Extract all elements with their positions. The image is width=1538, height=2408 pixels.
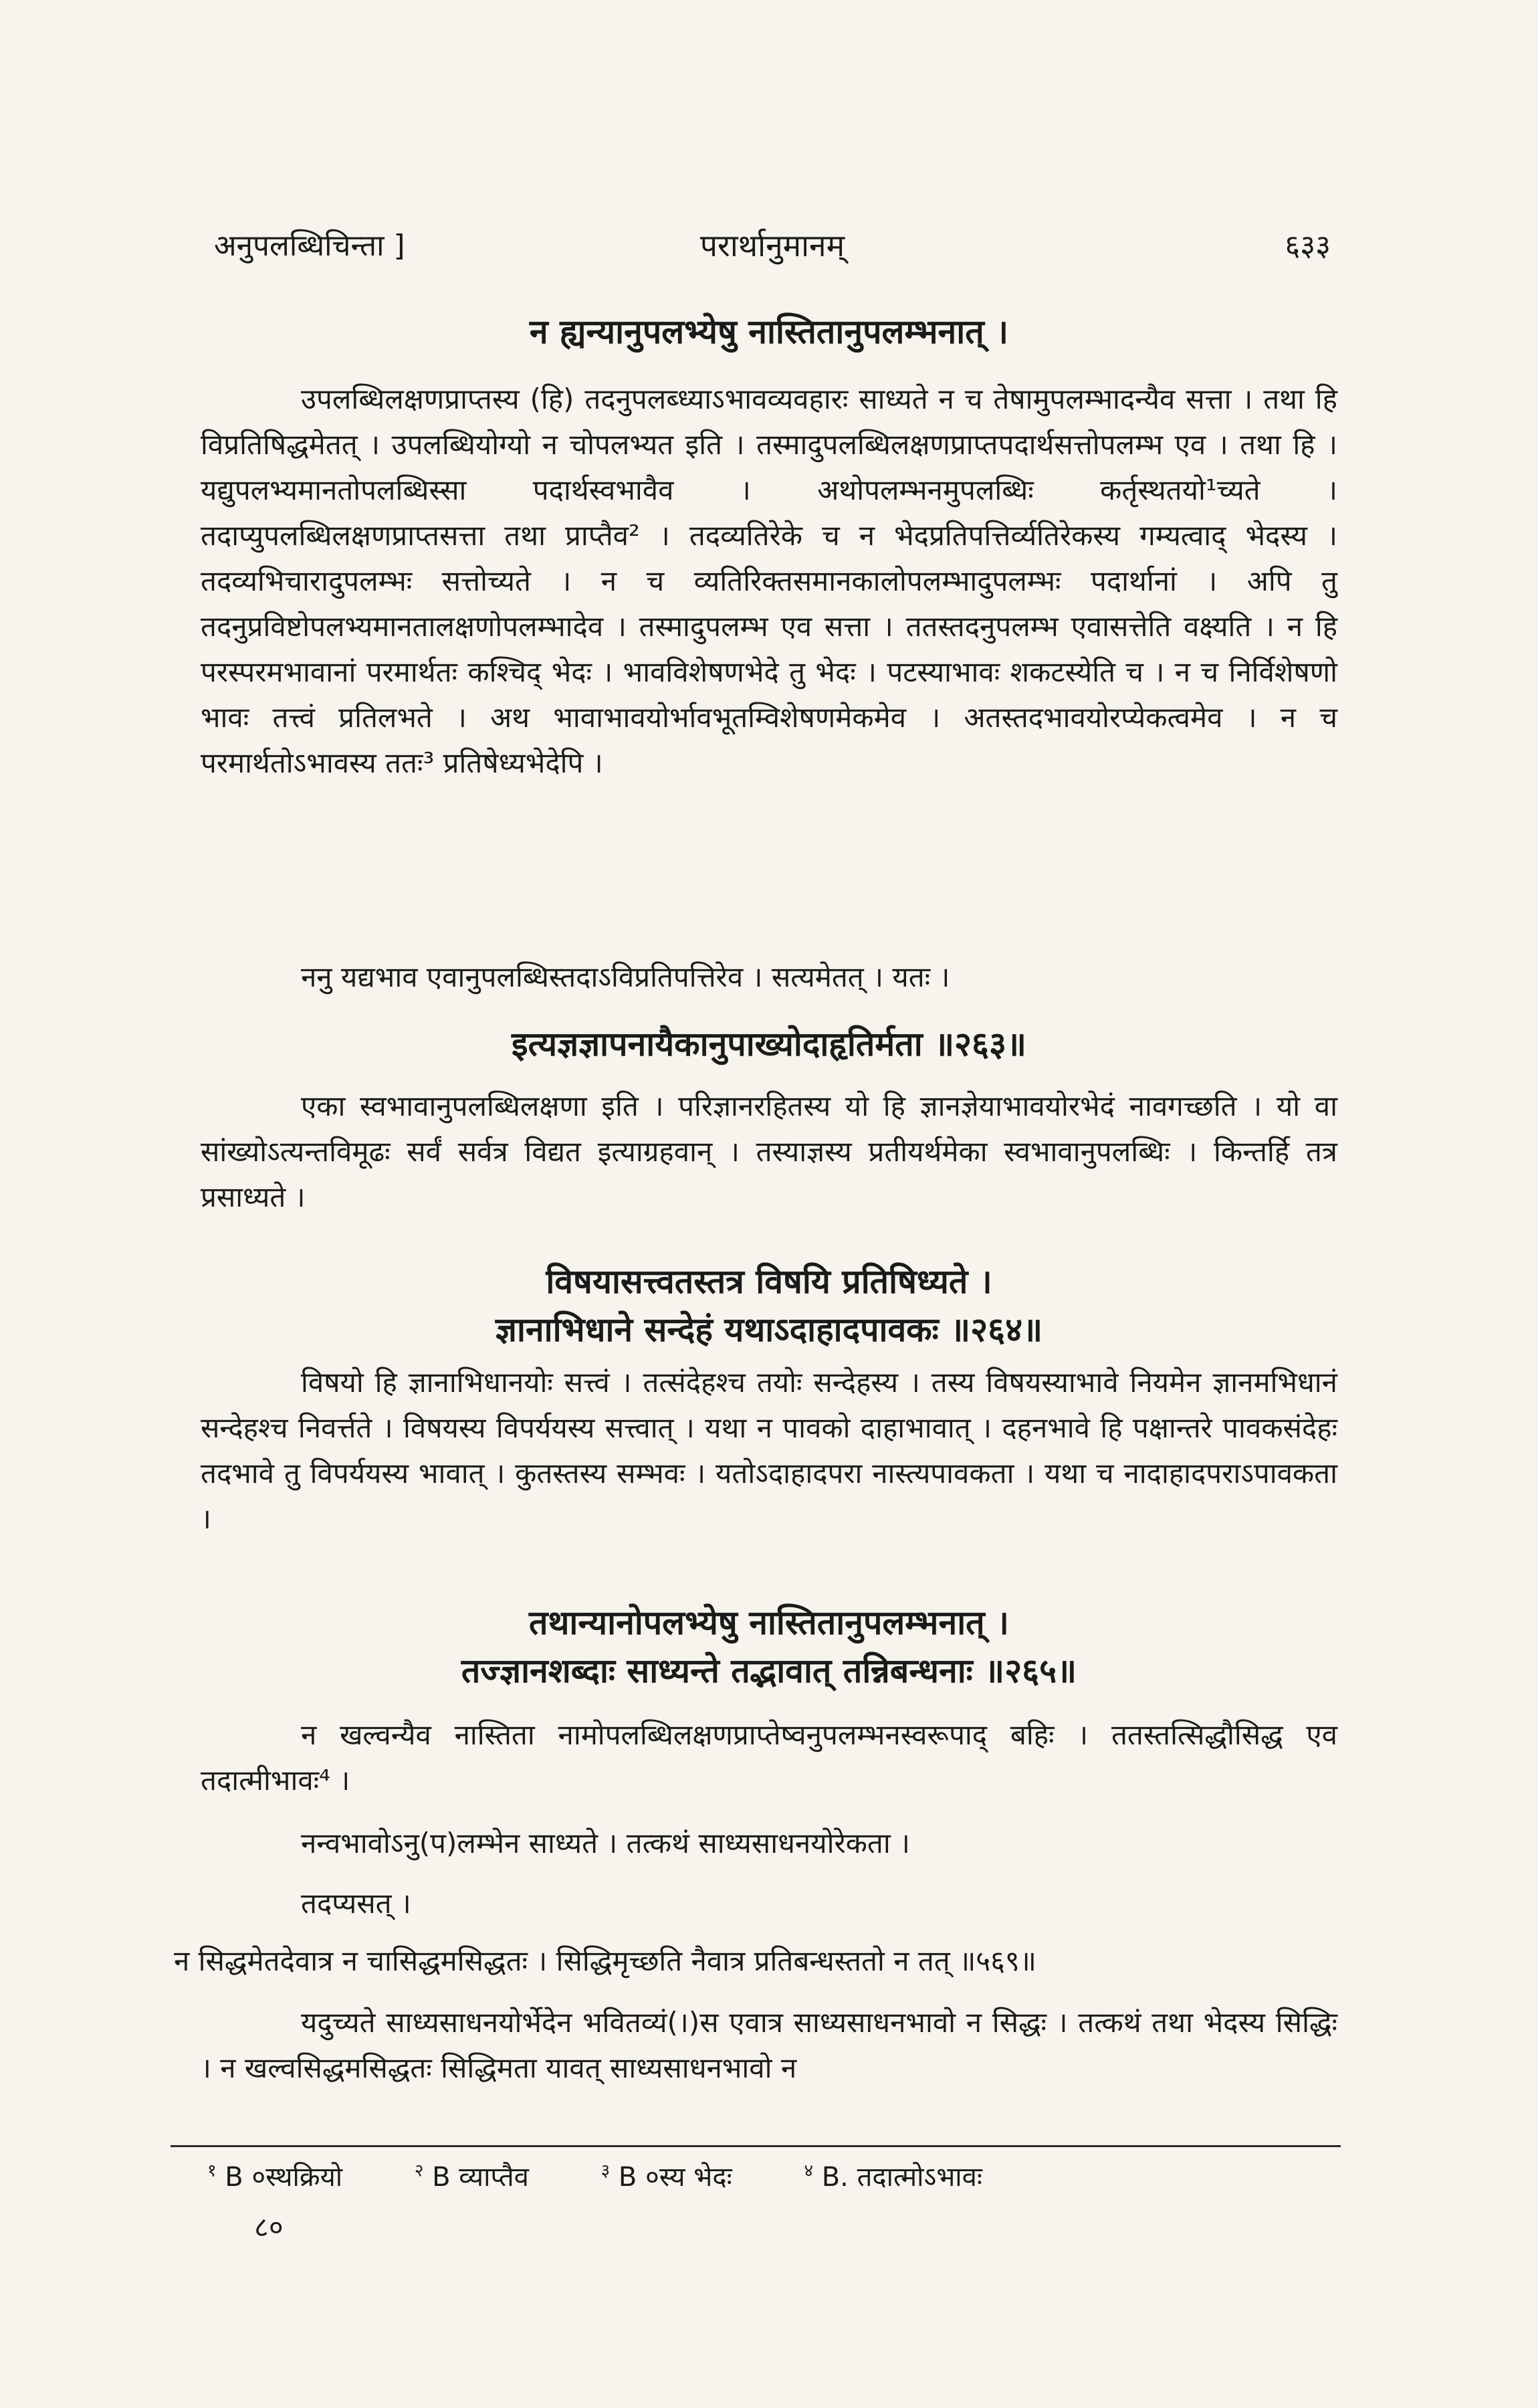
commentary-paragraph-3: विषयो हि ज्ञानाभिधानयोः सत्त्वं । तत्संदेहश्च तयोः सन्देहस्य । तस्य विषयस्याभावे नियमेन ज्ञानमभिधानं सन्देहश्च निवर्त्तते । विषयस्य विपर्ययस्य सत्त्वात् । यथा न पावको दाहाभावात् । दहनभावे हि पक्षान्तरे पावकसंदेहः तदभावे तु विपर्ययस्य भावात् । कुतस्तस्य सम्भवः । यतोऽदाहादपरा नास्त्यपावकता । यथा च नादाहादपराऽपावकता । xyxy=(201,1366,1337,1535)
footnote-text: B ०स्थक्रियो xyxy=(225,2162,343,2193)
footnote-marker: ४ xyxy=(804,2161,813,2181)
karika-569: न सिद्धमेतदेवात्र न चासिद्धमसिद्धतः । सिद्धिमृच्छति नैवात्र प्रतिबन्धस्ततो न तत् ॥५६९॥ xyxy=(174,1944,1036,1977)
verse-263 xyxy=(0,1020,1538,1066)
footnote-text: B ०स्य भेदः xyxy=(618,2162,732,2193)
footnote-marker: १ xyxy=(207,2161,217,2181)
verse-line: तथान्यानोपलभ्येषु नास्तितानुपलम्भनात् । xyxy=(528,1603,1009,1642)
verse-line: ज्ञानाभिधाने सन्देहं यथाऽदाहादपावकः ॥२६४॥ xyxy=(495,1310,1043,1349)
commentary-paragraph-1: उपलब्धिलक्षणप्राप्तस्य (हि) तदनुपलब्ध्याऽभावव्यवहारः साध्यते न च तेषामुपलम्भादन्यैव सत्ता । तथा हि विप्रतिषिद्धमेतत् । उपलब्धियोग्यो न चोपलभ्यत इति । तस्मादुपलब्धिलक्षणप्राप्तपदार्थसत्तोपलम्भ एव । तथा हि । यद्युपलभ्यमानतोपलब्धिस्सा पदार्थस्वभावैव । अथोपलम्भनमुपलब्धिः कर्तृस्थतयो¹च्यते । तदाप्युपलब्धिलक्षणप्राप्तसत्ता तथा प्राप्तैव² । तदव्यतिरेके च न भेदप्रतिपत्तिर्व्यतिरेकस्य गम्यत्वाद् भेदस्य । तदव्यभिचारादुपलम्भः सत्तोच्यते । न च व्यतिरिक्तसमानकालोपलम्भादुपलम्भः पदार्थानां । अपि तु तदनुप्रविष्टोपलभ्यमानतालक्षणोपलम्भादेव । तस्मादुपलम्भ एव सत्ता । ततस्तदनुपलम्भ एवासत्तेति वक्ष्यति । न हि परस्परमभावानां परमार्थतः कश्चिद् भेदः । भावविशेषणभेदे तु भेदः । पटस्याभावः शकटस्येति च । न च निर्विशेषणो भावः तत्त्वं प्रतिलभते । अथ भावाभावयोर्भावभूतम्विशेषणमेकमेव । अतस्तदभावयोरप्येकत्वमेव । न च परमार्थतोऽभावस्य ततः³ प्रतिषेध्यभेदेपि । xyxy=(201,383,1337,779)
chapter-title: अनुपलब्धिचिन्ता ] xyxy=(214,229,405,263)
footnote-3 xyxy=(601,2157,732,2194)
verse-265 xyxy=(0,1599,1538,1695)
footnote-1 xyxy=(207,2157,342,2194)
signature-mark: ८० xyxy=(254,2211,284,2243)
footnote-text: B व्याप्तैव xyxy=(432,2162,529,2193)
verse-line: इत्यज्ञज्ञापनायैकानुपाख्योदाहृतिर्मता ॥२६३॥ xyxy=(512,1025,1026,1064)
objection-line: नन्वभावोऽनु(प)लम्भेन साध्यते । तत्कथं साध्यसाधनयोरेकता । xyxy=(301,1827,910,1860)
reply-line: तदप्यसत् । xyxy=(301,1887,411,1920)
page-number: ६३३ xyxy=(1285,229,1331,263)
footnote-marker: ३ xyxy=(600,2161,611,2181)
verse-264 xyxy=(0,1258,1538,1354)
footnote-separator xyxy=(171,2145,1341,2147)
section-title: परार्थानुमानम् xyxy=(699,227,845,264)
footnote-marker: २ xyxy=(414,2161,424,2181)
commentary-paragraph-5: यदुच्यते साध्यसाधनयोर्भेदेन भवितव्यं(।)स एवात्र साध्यसाधनभावो न सिद्धः । तत्कथं तथा भेदस्य सिद्धिः । न खल्वसिद्धमसिद्धतः सिद्धिमता यावत् साध्यसाधनभावो न xyxy=(201,2006,1337,2084)
footnote-2 xyxy=(415,2157,529,2194)
verse-line: न ह्यन्यानुपलभ्येषु नास्तितानुपलम्भनात् । xyxy=(529,312,1009,351)
commentary-paragraph-2: एका स्वभावानुपलब्धिलक्षणा इति । परिज्ञानरहितस्य यो हि ज्ञानज्ञेयाभावयोरभेदं नावगच्छति । यो वा सांख्योऽत्यन्तविमूढः सर्वं सर्वत्र विद्यत इत्याग्रहवान् । तस्याज्ञस्य प्रतीयर्थमेका स्वभावानुपलब्धिः । किन्तर्हि तत्र प्रसाध्यते । xyxy=(201,1090,1337,1213)
footnotes xyxy=(207,2157,1344,2194)
verse-line: तज्ज्ञानशब्दाः साध्यन्ते तद्भावात् तन्निबन्धनाः ॥२६५॥ xyxy=(461,1651,1077,1690)
verse-heading-1 xyxy=(0,308,1538,353)
running-head xyxy=(214,224,1331,271)
commentary-question: ननु यद्यभाव एवानुपलब्धिस्तदाऽविप्रतिपत्तिरेव । सत्यमेतत् । यतः । xyxy=(301,961,950,993)
footnote-4 xyxy=(804,2157,982,2194)
footnote-text: B. तदात्मोऽभावः xyxy=(821,2162,982,2193)
verse-line: विषयासत्त्वतस्तत्र विषयि प्रतिषिध्यते । xyxy=(546,1262,992,1301)
commentary-paragraph-4: न खल्वन्यैव नास्तिता नामोपलब्धिलक्षणप्राप्तेष्वनुपलम्भनस्वरूपाद् बहिः । ततस्तत्सिद्धौसिद्ध एव तदात्मीभावः⁴ । xyxy=(201,1718,1337,1797)
